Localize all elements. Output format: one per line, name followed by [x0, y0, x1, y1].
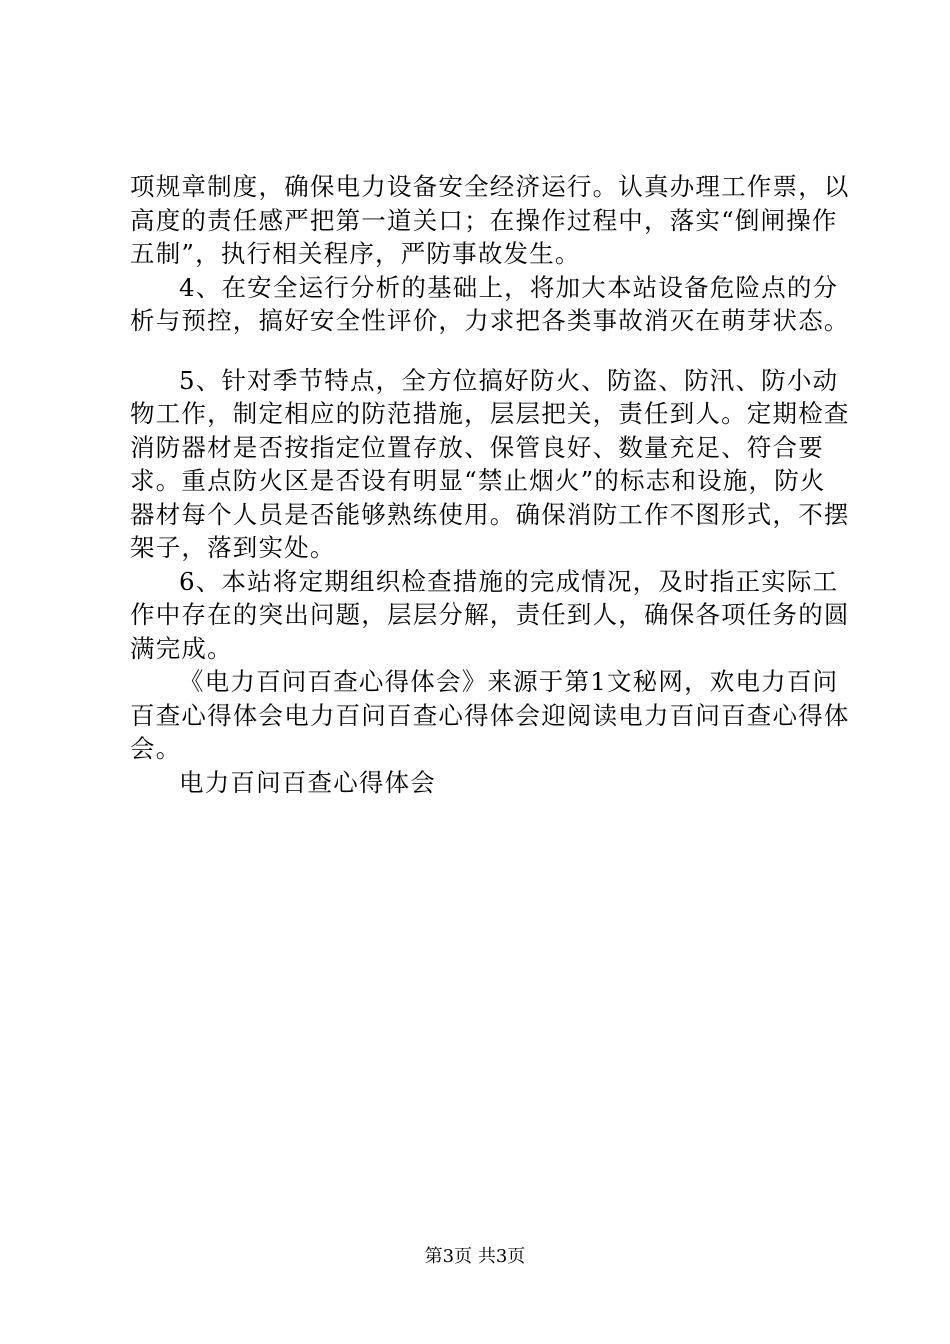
paragraph-item-5: 5、针对季节特点，全方位搞好防火、防盗、防汛、防小动物工作，制定相应的防范措施，层层把关，责任到人。定期检查消防器材是否按指定位置存放、保管良好、数量充足、符合要求。重点防火区是否设有明显“禁止烟火”的标志和设施，防火器材每个人员是否能够熟练使用。确保消防工作不图形式，不摆架子，落到实处。: [130, 365, 850, 562]
closing-title: 电力百问百查心得体会: [179, 767, 436, 797]
page-footer: 第3页 共3页: [424, 1246, 526, 1267]
document-body: [130, 170, 850, 799]
paragraph-item-6: 6、本站将定期组织检查措施的完成情况，及时指正实际工作中存在的突出问题，层层分解，责任到人，确保各项任务的圆满完成。: [130, 566, 850, 663]
paragraph-item-4: 4、在安全运行分析的基础上，将加大本站设备危险点的分析与预控，搞好安全性评价，力求把各类事故消灭在萌芽状态。: [130, 272, 850, 335]
paragraph-spacer: [130, 338, 850, 364]
source-note: 《电力百问百查心得体会》来源于第1文秘网，欢电力百问百查心得体会电力百问百查心得体会迎阅读电力百问百查心得体会。: [130, 667, 850, 763]
paragraph-continuation: 项规章制度，确保电力设备安全经济运行。认真办理工作票，以高度的责任感严把第一道关口；在操作过程中，落实“倒闸操作五制”，执行相关程序，严防事故发生。: [130, 172, 850, 268]
